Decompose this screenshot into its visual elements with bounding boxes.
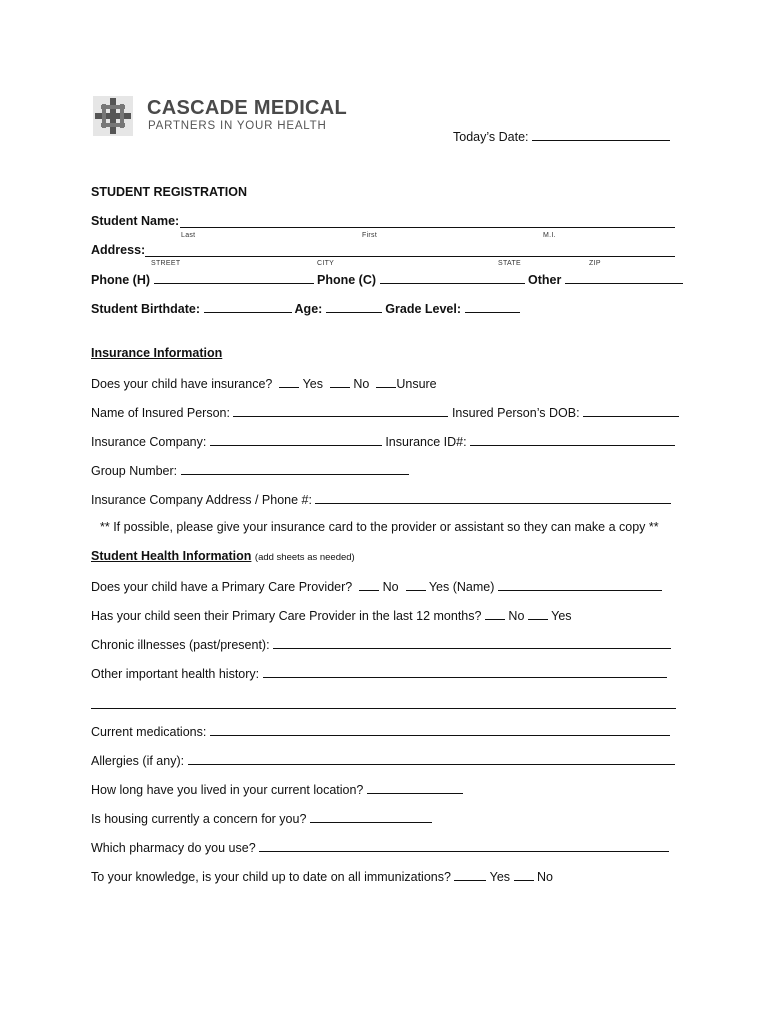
name-sub-last: Last xyxy=(181,232,196,239)
insurance-id-field[interactable] xyxy=(470,433,675,446)
insurance-address-row xyxy=(91,491,671,507)
insurance-address-field[interactable] xyxy=(315,491,671,504)
pcp-seen-no-label: No xyxy=(508,609,525,623)
immunization-no-checkbox[interactable] xyxy=(514,868,534,881)
other-field[interactable] xyxy=(565,271,683,284)
student-name-label: Student Name: xyxy=(91,214,180,228)
pcp-yes-checkbox[interactable] xyxy=(406,578,426,591)
pharmacy-row xyxy=(91,839,669,855)
chronic-field[interactable] xyxy=(273,636,671,649)
group-number-field[interactable] xyxy=(181,462,409,475)
birthdate-row xyxy=(91,300,520,316)
insured-dob-label: Insured Person’s DOB: xyxy=(451,406,580,420)
pharmacy-question: Which pharmacy do you use? xyxy=(91,841,256,855)
insurance-heading: Insurance Information xyxy=(91,346,223,360)
insurance-address-label: Insurance Company Address / Phone #: xyxy=(91,493,312,507)
health-heading-note: (add sheets as needed) xyxy=(254,552,355,563)
address-sub-state: STATE xyxy=(498,260,522,267)
group-number-row xyxy=(91,462,409,478)
other-label: Other xyxy=(528,273,562,287)
address-sub-zip: ZIP xyxy=(589,260,601,267)
history-field-extra-line[interactable] xyxy=(91,708,676,709)
location-field[interactable] xyxy=(367,781,463,794)
insurance-id-label: Insurance ID#: xyxy=(385,435,467,449)
todays-date-row xyxy=(453,128,670,144)
pcp-seen-no-checkbox[interactable] xyxy=(485,607,505,620)
insurance-unsure-checkbox[interactable] xyxy=(376,375,396,388)
address-field[interactable] xyxy=(145,256,675,257)
todays-date-label: Today’s Date: xyxy=(453,130,529,144)
pcp-yes-label: Yes (Name) xyxy=(428,580,495,594)
age-field[interactable] xyxy=(326,300,382,313)
insurance-no-checkbox[interactable] xyxy=(330,375,350,388)
history-label: Other important health history: xyxy=(91,667,260,681)
history-row xyxy=(91,665,667,681)
student-name-field[interactable] xyxy=(180,227,675,228)
birthdate-label: Student Birthdate: xyxy=(91,302,201,316)
insurance-company-field[interactable] xyxy=(210,433,382,446)
pcp-seen-yes-label: Yes xyxy=(551,609,572,623)
housing-question: Is housing currently a concern for you? xyxy=(91,812,307,826)
location-row xyxy=(91,781,463,797)
phone-c-field[interactable] xyxy=(380,271,525,284)
insurance-yes-checkbox[interactable] xyxy=(279,375,299,388)
name-sub-first: First xyxy=(362,232,378,239)
chronic-label: Chronic illnesses (past/present): xyxy=(91,638,270,652)
grade-label: Grade Level: xyxy=(385,302,462,316)
pcp-question: Does your child have a Primary Care Provider? xyxy=(91,580,353,594)
phone-row xyxy=(91,271,683,287)
immunization-yes-checkbox[interactable] xyxy=(454,868,486,881)
history-field[interactable] xyxy=(263,665,667,678)
cascade-medical-logo-icon xyxy=(93,96,133,136)
pcp-seen-yes-checkbox[interactable] xyxy=(528,607,548,620)
allergies-field[interactable] xyxy=(188,752,675,765)
has-insurance-row xyxy=(91,375,437,391)
health-heading: Student Health Information xyxy=(91,549,252,563)
pcp-no-checkbox[interactable] xyxy=(359,578,379,591)
address-sub-city: CITY xyxy=(317,260,335,267)
insurance-company-label: Insurance Company: xyxy=(91,435,207,449)
phone-c-label: Phone (C) xyxy=(317,273,377,287)
allergies-row xyxy=(91,752,675,768)
allergies-label: Allergies (if any): xyxy=(91,754,185,768)
housing-field[interactable] xyxy=(310,810,432,823)
pcp-seen-row xyxy=(91,607,572,623)
insurance-yes-label: Yes xyxy=(302,377,323,391)
grade-field[interactable] xyxy=(465,300,520,313)
pcp-name-field[interactable] xyxy=(498,578,662,591)
immunization-row xyxy=(91,868,553,884)
chronic-row xyxy=(91,636,671,652)
health-heading-row xyxy=(91,549,355,563)
phone-h-label: Phone (H) xyxy=(91,273,151,287)
group-number-label: Group Number: xyxy=(91,464,178,478)
insurance-unsure-label: Unsure xyxy=(396,377,437,391)
todays-date-field[interactable] xyxy=(532,128,670,141)
address-sub-street: STREET xyxy=(151,260,181,267)
insured-person-row xyxy=(91,404,679,420)
has-insurance-question: Does your child have insurance? xyxy=(91,377,273,391)
medications-row xyxy=(91,723,670,739)
age-label: Age: xyxy=(294,302,323,316)
insurance-company-row xyxy=(91,433,675,449)
insurance-card-note: ** If possible, please give your insurance card to the provider or assistant so they can make a copy ** xyxy=(100,520,659,534)
pcp-no-label: No xyxy=(382,580,399,594)
immunization-yes-label: Yes xyxy=(489,870,511,884)
brand-name: CASCADE MEDICAL xyxy=(147,97,348,119)
section-title: STUDENT REGISTRATION xyxy=(91,185,248,199)
pcp-row xyxy=(91,578,662,594)
brand-tagline: PARTNERS IN YOUR HEALTH xyxy=(148,120,327,132)
birthdate-field[interactable] xyxy=(204,300,292,313)
insured-dob-field[interactable] xyxy=(583,404,679,417)
insurance-no-label: No xyxy=(353,377,370,391)
phone-h-field[interactable] xyxy=(154,271,314,284)
medications-field[interactable] xyxy=(210,723,670,736)
insured-name-field[interactable] xyxy=(233,404,448,417)
housing-row xyxy=(91,810,432,826)
location-question: How long have you lived in your current location? xyxy=(91,783,364,797)
immunization-no-label: No xyxy=(537,870,554,884)
immunization-question: To your knowledge, is your child up to date on all immunizations? xyxy=(91,870,451,884)
insured-name-label: Name of Insured Person: xyxy=(91,406,230,420)
address-label: Address: xyxy=(91,243,146,257)
medications-label: Current medications: xyxy=(91,725,207,739)
pcp-seen-question: Has your child seen their Primary Care Provider in the last 12 months? xyxy=(91,609,482,623)
name-sub-mi: M.I. xyxy=(543,232,556,239)
pharmacy-field[interactable] xyxy=(259,839,669,852)
